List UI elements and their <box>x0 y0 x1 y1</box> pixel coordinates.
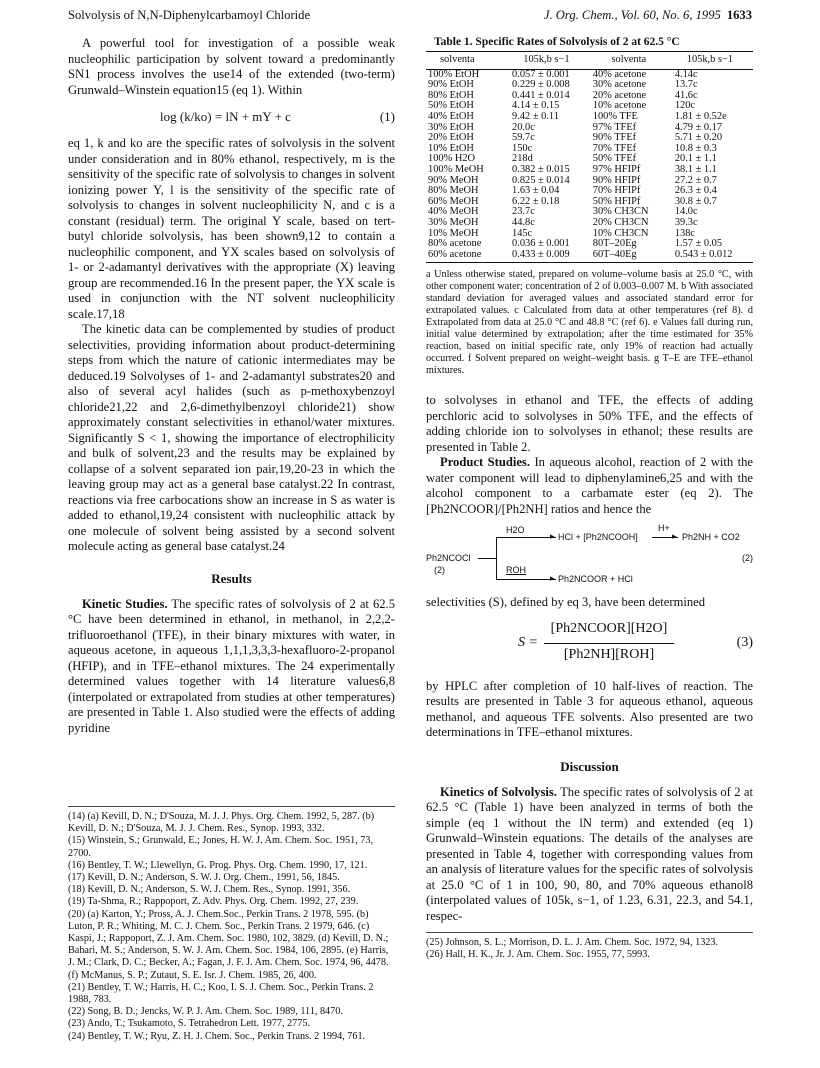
table-cell: 70% TFEf <box>592 142 637 154</box>
table-cell: 0.057 ± 0.001 <box>512 68 570 80</box>
equation-3-numerator: [Ph2NCOOR][H2O] <box>550 620 668 636</box>
footnote-rule <box>68 806 395 807</box>
table-cell: 0.036 ± 0.001 <box>512 238 570 250</box>
table-cell: 60T–40Eg <box>591 250 667 263</box>
table-cell: 5.71 ± 0.20 <box>674 132 723 144</box>
equation-1-number: (1) <box>379 109 395 124</box>
right-column <box>426 36 753 962</box>
table-cell: 0.382 ± 0.015 <box>512 163 570 175</box>
footnote: (25) Johnson, S. L.; Morrison, D. L. J. Am. Chem. Soc. 1972, 94, 1323. <box>426 937 719 949</box>
footnote: (21) Bentley, T. W.; Harris, H. C.; Koo, I. S. J. Chem. Soc., Perkin Trans. 2 1988, 783. <box>68 981 374 1006</box>
paragraph-selectivities: The kinetic data can be complemented by studies of product selectivities, providing information about product-determining steps from which the nature of cationic intermediates may be deduced.19 Solvolyses of 1- and 2-adamantyl substrates20 and also of several acyl halides (such as p-methoxybenzoyl chloride21,22 and 2,6-dimethylbenzoyl chloride21) show approximately constant selectivities in ethanol/water mixtures. Significantly S < 1, showing the importance of electrophilicity and bulk of solvent,23 and the results may be explained by collapse of a solvent separated ion pair,19,20-23 in which the leaving group may act as a general base catalyst.22 In contrast, reactions via free carbocations show an increase in S as water is added to ethanol,19,24 consistent with nucleophilic attack by one molecule of solvent being assisted by a second solvent molecule acting as general base catalyst.24 <box>68 322 395 553</box>
scheme-top-arrow <box>496 537 556 538</box>
table-row <box>426 69 753 80</box>
equation-3-number: (3) <box>736 634 753 650</box>
table-row <box>426 165 753 176</box>
scheme-reactant-label: (2) <box>434 565 445 576</box>
equation-1-expression: log (k/ko) = lN + mY + c <box>160 109 291 124</box>
footnotes-right <box>426 932 753 961</box>
table-cell: 90% TFEf <box>592 132 637 144</box>
kinetics-runin: Kinetics of Solvolysis. <box>440 784 557 799</box>
discussion-heading: Discussion <box>560 758 619 774</box>
table-cell: 90% EtOH <box>428 79 474 91</box>
table-cell: 50% EtOH <box>428 100 474 112</box>
paragraph-kinetic-studies <box>68 597 395 737</box>
scheme-connector <box>478 558 496 559</box>
scheme-arrowhead: ▸ <box>550 531 555 542</box>
table-cell: 150c <box>512 142 533 154</box>
scheme-bottom-arrow <box>496 579 556 580</box>
equation-1 <box>68 102 395 132</box>
table-cell: 1.57 ± 0.05 <box>674 238 723 250</box>
table-cell: 59.7c <box>512 132 535 144</box>
table-row <box>426 112 753 123</box>
scheme-arrowhead: ▸ <box>550 573 555 584</box>
scheme-arrowhead: ▸ <box>672 531 677 542</box>
scheme-top-reagent: H2O <box>506 525 525 536</box>
table-cell: 50% HFIPf <box>592 195 641 207</box>
paragraph-eq1-definitions: eq 1, k and ko are the specific rates of solvolysis in the solvent under consideration and in 80% ethanol, respectively, m is the sensitivity of the specific rate of solvolysis to changes in solvent ionizing power Y, l is the sensitivity of the specific rate of solvolysis to changes in solvent nucleophilicity N, and c is a constant (residual) term. The original Y scale, based on tert-butyl chloride solvolysis, has been shown9,12 to contain a nucleophilic component, and YX scales based on solvolysis of 1- or 2-adamantyl derivatives with the appropriate (X) leaving group are recommended.16 In the present paper, the YX scale is used in conjunction with the NT solvent nucleophilicity scale.17,18 <box>68 136 395 321</box>
table-cell: 26.3 ± 0.4 <box>674 185 717 197</box>
table-cell: 13.7c <box>674 79 698 91</box>
table-cell: 120c <box>674 100 696 112</box>
table-cell: 70% HFIPf <box>592 185 641 197</box>
table-cell: 30.8 ± 0.7 <box>674 195 717 207</box>
scheme-top-product2: Ph2NH + CO2 <box>682 532 740 543</box>
footnote: (24) Bentley, T. W.; Ryu, Z. H. J. Chem. Soc., Perkin Trans. 2 1994, 761. <box>68 1030 366 1042</box>
table-1-footnotes: a Unless otherwise stated, prepared on volume–volume basis at 25.0 °C, with other component water; concentration of 2 of 0.003–0.007 M. b With associated standard deviation for averaged values and associated standard error for extrapolated values. c Calculated from data at other temperatures (ref 8). d Extrapolated from data at 25.0 °C and 48.8 °C (ref 6). e Values fall during run, initial value determined by extrapolation; after the time estimated for 35% reaction, based on initial specific rate, only 19% of reaction had actually occurred. f Solvent prepared on weight–weight basis. g T–E are TFE–ethanol mixtures. <box>426 269 753 377</box>
kinetics-text: The specific rates of solvolysis of 2 at 62.5 °C (Table 1) have been analyzed in terms of both the simple (eq 1 without the lN term) and extended (eq 1) Grunwald–Winstein equations. The details of the analyses are presented in Table 4, together with corresponding values from an analysis of literature values for the specific rates of solvolysis at 25.0 °C of 1 in 100, 90, 80, and 70% aqueous ethanol8 (interpolated values of 105k, s−1, of 1.23, 6.31, 22.3, and 54.1, respec- <box>426 784 753 923</box>
table-cell: 0.543 ± 0.012 <box>667 250 753 263</box>
table-cell: 10% CH3CN <box>592 227 649 239</box>
scheme-top-reagent2: H+ <box>658 523 670 534</box>
table-cell: 60% acetone <box>426 250 502 263</box>
table-cell: 90% HFIPf <box>592 174 641 186</box>
table-cell: 20.1 ± 1.1 <box>674 153 717 165</box>
footnote-rule <box>426 932 753 933</box>
table-row <box>426 80 753 91</box>
kinetic-studies-text: The specific rates of solvolysis of 2 at 62.5 °C have been determined in ethanol, in methanol, in 2,2,2-trifluoroethanol (TFE), in their binary mixtures with water, in aqueous acetone, in aqueous 1,1,1,3,3,3-hexafluoro-2-propanol (HFIP), and in TFE–ethanol mixtures. The 24 experimentally determined values together with 14 literature values6,8 (interpolated or extrapolated from studies at other temperatures) are presented in Table 1. Also studied were the effects of adding pyridine <box>68 596 395 735</box>
table-cell: 40% EtOH <box>428 110 474 122</box>
footnote: (14) (a) Kevill, D. N.; D'Souza, M. J. J. Phys. Org. Chem. 1992, 5, 287. (b) Kevill, D. N.; D'Souza, M. J. J. Chem. Res., Synop. 1993, 332. <box>68 811 375 835</box>
table-1 <box>426 51 753 263</box>
table-cell: 80% EtOH <box>428 89 474 101</box>
table-cell: 80% acetone <box>428 238 482 250</box>
scheme-eq-number: (2) <box>742 553 753 564</box>
table-header-cell: 105k,b s−1 <box>667 52 753 70</box>
scheme-branch <box>496 537 497 579</box>
table-cell: 27.2 ± 0.7 <box>674 174 717 186</box>
footnote: (18) Kevill, D. N.; Anderson, S. W. J. Chem. Res., Synop. 1991, 356. <box>68 884 351 896</box>
footnote: (19) Ta-Shma, R.; Rappoport, Z. Adv. Phys. Org. Chem. 1992, 27, 239. <box>68 896 359 908</box>
table-cell: 80% MeOH <box>428 185 479 197</box>
scheme-bottom-reagent: ROH <box>506 565 526 576</box>
table-cell: 20% acetone <box>592 89 647 101</box>
scheme-bottom-product: Ph2NCOOR + HCl <box>558 574 633 585</box>
table-cell: 10% EtOH <box>428 142 474 154</box>
table-cell: 41.6c <box>674 89 698 101</box>
footnote: (16) Bentley, T. W.; Llewellyn, G. Prog. Phys. Org. Chem. 1990, 17, 121. <box>68 859 368 871</box>
table-cell: 60% MeOH <box>428 195 479 207</box>
table-cell: 38.1 ± 1.1 <box>674 163 717 175</box>
table-cell: 20% EtOH <box>428 132 474 144</box>
running-header <box>68 8 752 28</box>
table-cell: 0.441 ± 0.014 <box>512 89 570 101</box>
paragraph-hplc: by HPLC after completion of 10 half-lives of reaction. The results are presented in Table 3 for aqueous ethanol, aqueous methanol, and aqueous TFE solvents. Also presented are two determinations in TFE–ethanol mixtures. <box>426 678 753 740</box>
table-cell: 4.79 ± 0.17 <box>674 121 723 133</box>
table-cell: 30% CH3CN <box>592 206 649 218</box>
scheme-reactant: Ph2NCOCl <box>426 553 471 564</box>
table-cell: 50% TFEf <box>592 153 637 165</box>
table-cell: 20.0c <box>512 121 535 133</box>
table-cell: 218d <box>512 153 533 165</box>
header-journal <box>544 8 752 23</box>
header-title: Solvolysis of N,N-Diphenylcarbamoyl Chloride <box>68 8 311 22</box>
table-header-cell: solventa <box>426 52 502 70</box>
table-cell: 30% MeOH <box>428 216 479 228</box>
table-cell: 20% CH3CN <box>592 216 649 228</box>
table-header-cell: 105k,b s−1 <box>502 52 591 70</box>
paragraph-continued: to solvolyses in ethanol and TFE, the effects of adding perchloric acid to solvolyses in 50% TFE, and the effects of adding chloride ion to solvolyses in ethanol; these results are presented in Table 2. <box>426 393 753 454</box>
table-cell: 44.8c <box>512 216 535 228</box>
fraction-bar <box>544 643 674 644</box>
table-cell: 100% H2O <box>428 153 476 165</box>
table-cell: 4.14c <box>674 68 698 80</box>
table-cell: 80T–20Eg <box>592 238 637 250</box>
table-row <box>426 91 753 102</box>
results-heading: Results <box>211 570 252 586</box>
paragraph-intro: A powerful tool for investigation of a possible weak nucleophilic participation by solvent toward a predominantly SN1 process involves the use14 of the extended (two-term) Grunwald–Winstein equation15 (eq 1). Within <box>68 36 395 97</box>
table-cell: 0.825 ± 0.014 <box>512 174 570 186</box>
table-cell: 100% TFE <box>592 110 638 122</box>
equation-3-denominator: [Ph2NH][ROH] <box>563 646 655 662</box>
table-cell: 138c <box>674 227 696 239</box>
kinetic-studies-runin: Kinetic Studies. <box>82 596 168 611</box>
table-cell: 9.42 ± 0.11 <box>512 110 559 122</box>
journal-citation: J. Org. Chem., Vol. 60, No. 6, 1995 <box>543 8 721 22</box>
footnote: (26) Hall, H. K., Jr. J. Am. Chem. Soc. 1955, 77, 5993. <box>426 949 650 961</box>
footnote: (23) Ando, T.; Tsukamoto, S. Tetrahedron Lett. 1977, 2775. <box>68 1018 311 1030</box>
product-studies-text: In aqueous alcohol, reaction of 2 with the water component will lead to diphenylamine6,25 and with the alcohol component to a carbamate ester (eq 2). The [Ph2NCOOR]/[Ph2NH] ratios and hence the <box>426 455 753 516</box>
table-cell: 40% MeOH <box>428 206 479 218</box>
reaction-scheme <box>426 523 753 589</box>
equation-3-lhs: S = <box>518 634 538 650</box>
footnote: (22) Song, B. D.; Jencks, W. P. J. Am. Chem. Soc. 1989, 111, 8470. <box>68 1006 343 1018</box>
footnote: (15) Winstein, S.; Grunwald, E.; Jones, H. W. J. Am. Chem. Soc. 1951, 73, 2700. <box>68 835 374 859</box>
table-cell: 97% TFEf <box>592 121 637 133</box>
table-cell: 40% acetone <box>592 68 647 80</box>
table-1-title: Table 1. Specific Rates of Solvolysis of 2 at 62.5 °C <box>434 36 680 48</box>
table-cell: 30% acetone <box>592 79 647 91</box>
table-cell: 90% MeOH <box>428 174 479 186</box>
table-row <box>426 250 753 263</box>
footnotes-left <box>68 806 395 1043</box>
table-1-body <box>426 69 753 263</box>
table-row <box>426 218 753 229</box>
paragraph-product-studies <box>426 455 753 517</box>
table-cell: 23.7c <box>512 206 535 218</box>
table-cell: 100% EtOH <box>428 68 480 80</box>
table-cell: 1.63 ± 0.04 <box>512 185 560 197</box>
table-cell: 97% HFIPf <box>592 163 641 175</box>
paragraph-selectivity-def: selectivities (S), defined by eq 3, have been determined <box>426 595 706 610</box>
table-cell: 1.81 ± 0.52e <box>674 110 727 122</box>
table-cell: 145c <box>512 227 533 239</box>
footnote: (17) Kevill, D. N.; Anderson, S. W. J. Org. Chem., 1991, 56, 1845. <box>68 872 340 884</box>
footnote: (20) (a) Karton, Y.; Pross, A. J. Chem.Soc., Perkin Trans. 2 1978, 595. (b) Luton, P. R.; Whiting, M. C. J. Chem. Soc., Perkin Trans. 2 1979, 646. (c) Kaspi, J.; Rappoport, Z. J. Am. Chem. Soc. 1980, 102, 3829. (d) Kevill, D. N.; Bahari, M. S.; Anderson, S. W. J. Am. Chem. Soc. 1984, 106, 2895. (e) Harris, J. M.; Clark, D. C.; Becker, A.; Fagan, J. F. J. Am. Chem. Soc. 1974, 96, 4478. (f) McManus, S. P.; Zutaut, S. E. Isr. J. Chem. 1985, 26, 400. <box>68 908 389 981</box>
table-cell: 4.14 ± 0.15 <box>512 100 560 112</box>
left-column <box>68 36 395 736</box>
page-number: 1633 <box>726 8 752 22</box>
table-cell: 0.433 ± 0.009 <box>502 250 591 263</box>
table-cell: 100% MeOH <box>428 163 484 175</box>
table-cell: 10% acetone <box>592 100 647 112</box>
equation-3 <box>426 619 753 671</box>
table-cell: 6.22 ± 0.18 <box>512 195 560 207</box>
table-cell: 30% EtOH <box>428 121 474 133</box>
table-header-cell: solventa <box>591 52 667 70</box>
table-cell: 0.229 ± 0.008 <box>512 79 570 91</box>
table-cell: 39.3c <box>674 216 698 228</box>
scheme-top-product1: HCl + [Ph2NCOOH] <box>558 532 638 543</box>
table-cell: 14.0c <box>674 206 698 218</box>
table-cell: 10.8 ± 0.3 <box>674 142 717 154</box>
table-header-row <box>426 52 753 70</box>
paragraph-kinetics-of-solvolysis <box>426 785 753 925</box>
table-cell: 10% MeOH <box>428 227 479 239</box>
product-studies-runin: Product Studies. <box>440 455 530 470</box>
